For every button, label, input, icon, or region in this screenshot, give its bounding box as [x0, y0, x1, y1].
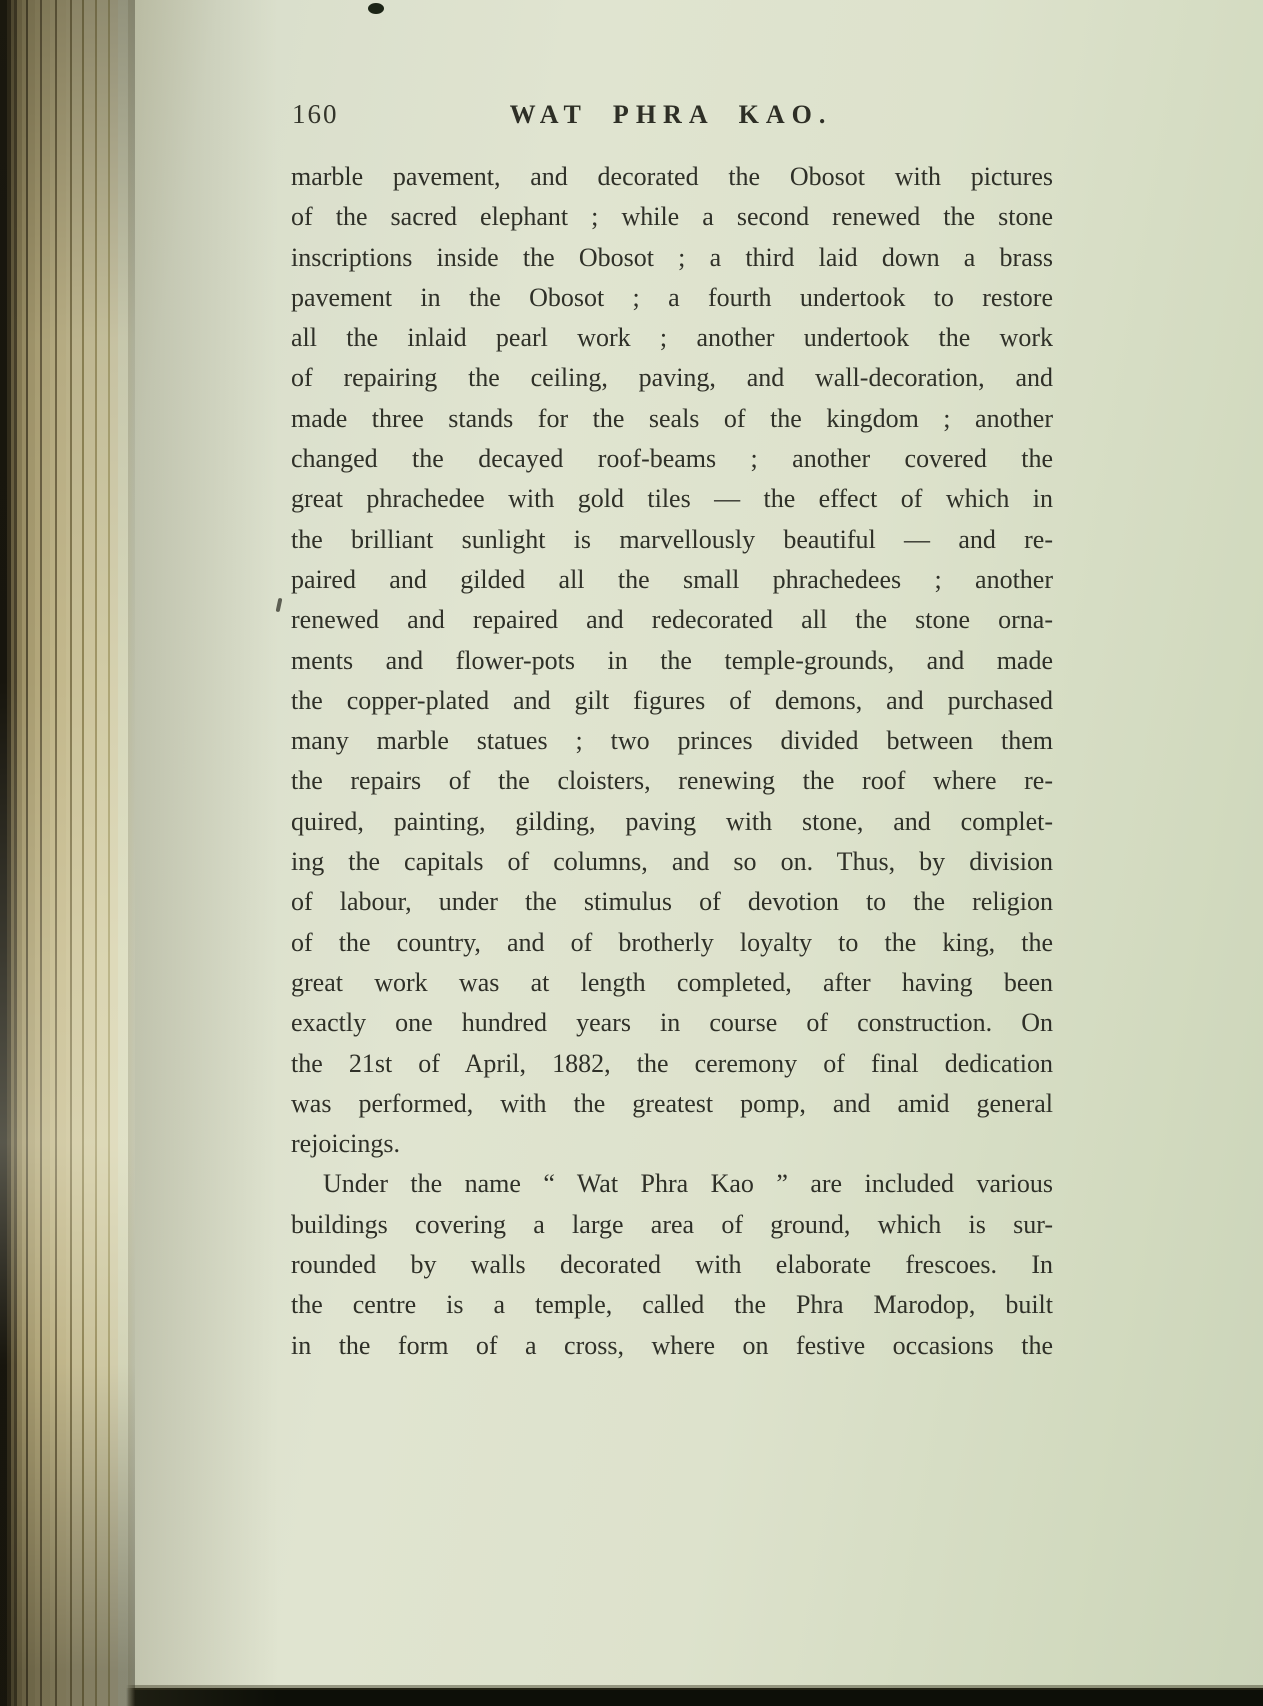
text-line: rejoicings.: [291, 1129, 401, 1159]
text-line: renewed and repaired and redecorated all the stone orna-: [291, 605, 1053, 635]
text-line: great work was at length completed, after having been: [291, 967, 1053, 997]
text-line: was performed, with the greatest pomp, and amid general: [291, 1088, 1053, 1118]
text-line: pavement in the Obosot ; a fourth undertook to restore: [291, 282, 1053, 312]
text-line: ing the capitals of columns, and so on. Thus, by division: [291, 847, 1053, 877]
text-line: rounded by walls decorated with elaborate frescoes. In: [291, 1250, 1053, 1280]
page-number: 160: [292, 99, 339, 129]
text-line: quired, painting, gilding, paving with stone, and complet-: [291, 806, 1053, 836]
text-line: ments and flower-pots in the temple-grounds, and made: [291, 645, 1053, 675]
paragraph: [291, 157, 1053, 1164]
text-line: of the sacred elephant ; while a second renewed the stone: [291, 202, 1053, 232]
page-header: WAT PHRA KAO.: [509, 100, 833, 129]
page-body: [291, 157, 1053, 1366]
paragraph: [291, 1164, 1053, 1365]
text-line: the centre is a temple, called the Phra Marodop, built: [291, 1290, 1053, 1320]
text-line: changed the decayed roof-beams ; another covered the: [291, 444, 1053, 474]
text-line: great phrachedee with gold tiles — the effect of which in: [291, 484, 1053, 514]
book-bottom-edge-trim: [0, 1685, 1263, 1690]
book-left-page-edges: [0, 0, 135, 1706]
text-line: in the form of a cross, where on festive occasions the: [291, 1330, 1053, 1360]
text-line: the 21st of April, 1882, the ceremony of final dedication: [291, 1048, 1053, 1078]
text-line: buildings covering a large area of ground, which is sur-: [291, 1209, 1053, 1239]
text-line: of repairing the ceiling, paving, and wall-decoration, and: [291, 363, 1053, 393]
book-bottom-edge: [0, 1688, 1263, 1706]
text-line: the brilliant sunlight is marvellously beautiful — and re-: [291, 524, 1053, 554]
binding-shadow: [128, 0, 278, 1706]
text-line: made three stands for the seals of the kingdom ; another: [291, 403, 1053, 433]
text-line: all the inlaid pearl work ; another undertook the work: [291, 323, 1053, 353]
text-line: paired and gilded all the small phrachedees ; another: [291, 564, 1053, 594]
scan-artifact-margin: [276, 598, 283, 613]
text-line: many marble statues ; two princes divided between them: [291, 726, 1053, 756]
text-line: exactly one hundred years in course of construction. On: [291, 1008, 1053, 1038]
text-line: the repairs of the cloisters, renewing the roof where re-: [291, 766, 1053, 796]
text-line: of the country, and of brotherly loyalty to the king, the: [291, 927, 1053, 957]
text-line: Under the name “ Wat Phra Kao ” are included various: [323, 1169, 1053, 1199]
text-line: of labour, under the stimulus of devotion to the religion: [291, 887, 1053, 917]
text-line: inscriptions inside the Obosot ; a third laid down a brass: [291, 242, 1053, 272]
text-line: the copper-plated and gilt figures of demons, and purchased: [291, 685, 1053, 715]
text-line: marble pavement, and decorated the Obosot with pictures: [291, 162, 1053, 191]
scan-artifact-top: [368, 3, 384, 14]
